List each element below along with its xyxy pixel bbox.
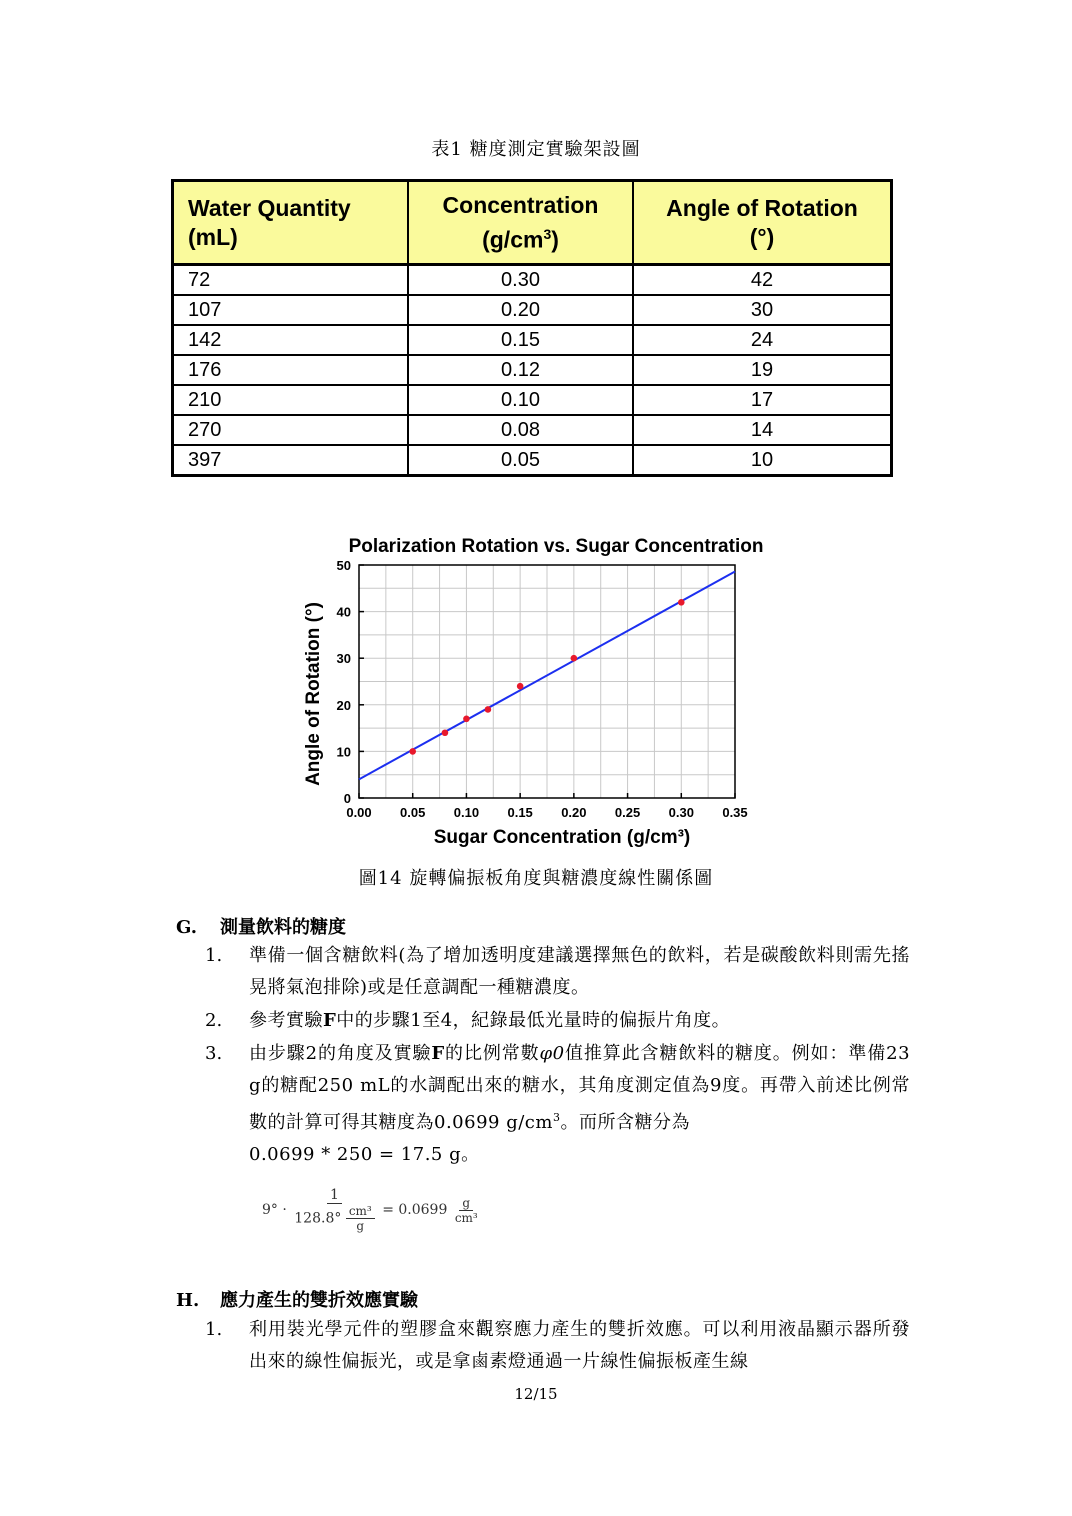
item-phi: φ0 (539, 1043, 565, 1064)
item-text-c: 中的步驟1至4，紀錄最低光量時的偏振片角度。 (336, 1010, 731, 1031)
table-cell: 24 (633, 325, 892, 355)
chart-ticks (337, 558, 748, 820)
list-item (205, 1038, 910, 1171)
x-tick-label: 0.00 (346, 805, 372, 820)
item-number: 1. (205, 945, 223, 966)
header-concentration-unit: (g/cm (482, 226, 544, 253)
formula-fraction (291, 1187, 377, 1233)
header-water-quantity-line1: Water Quantity (188, 194, 351, 221)
table-row (173, 355, 892, 385)
section-g-heading (176, 913, 346, 939)
item-text-d: 值推算此含糖飲料的糖度。例如：準備23 g的糖配250 mL的水調配出來的糖水，其角度測定值為9度。再帶入前述比例常數的計算可得其糖度為0.0699 g/cm (249, 1043, 911, 1133)
x-tick-label: 0.05 (400, 805, 426, 820)
y-tick-label: 20 (336, 697, 351, 713)
formula-result: = 0.0699 (382, 1202, 448, 1218)
item-text: 利用裝光學元件的塑膠盒來觀察應力產生的雙折效應。可以利用液晶顯示器所發出來的線性偏振光，或是拿鹵素燈通過一片線性偏振板產生線 (249, 1319, 910, 1372)
list-item (205, 1314, 910, 1378)
formula-den-unit (346, 1204, 375, 1233)
data-point (463, 715, 470, 722)
table-cell: 0.20 (408, 295, 633, 325)
item-text-c: 的比例常數 (444, 1043, 540, 1064)
chart-xlabel: Sugar Concentration (g/cm³) (433, 827, 691, 848)
item-line4: 0.0699 * 250 = 17.5 g。 (249, 1144, 480, 1165)
table-row (173, 385, 892, 415)
data-point (485, 706, 492, 713)
table-cell: 0.15 (408, 325, 633, 355)
chart-grid (359, 565, 735, 798)
item-sup: 3 (552, 1111, 561, 1124)
table-cell: 176 (173, 355, 409, 385)
formula-den-unit-bottom: g (356, 1219, 365, 1233)
table-cell: 72 (173, 264, 409, 295)
table-cell: 17 (633, 385, 892, 415)
list-item (205, 940, 910, 1004)
table-cell: 10 (633, 445, 892, 476)
figure-caption: 圖14 旋轉偏振板角度與糖濃度線性關係圖 (358, 868, 714, 889)
header-angle-unit: (°) (749, 223, 775, 250)
item-text: 準備一個含糖飲料(為了增加透明度建議選擇無色的飲料，若是碳酸飲料則需先搖晃將氣泡排除)或是任意調配一種糖濃度。 (249, 945, 910, 998)
chart-title: Polarization Rotation vs. Sugar Concentration (348, 536, 764, 557)
y-tick-label: 0 (343, 791, 351, 806)
header-concentration-close: ) (551, 226, 559, 253)
section-h-heading (176, 1286, 418, 1312)
header-water-quantity-line2: (mL) (188, 223, 238, 250)
header-angle (633, 181, 892, 265)
formula-result-unit-bottom: cm³ (454, 1210, 478, 1225)
table-cell: 270 (173, 415, 409, 445)
formula-denominator (291, 1204, 377, 1233)
table-cell: 210 (173, 385, 409, 415)
item-number: 1. (205, 1319, 223, 1340)
formula-den-unit-top: cm³ (346, 1204, 375, 1219)
y-tick-label: 40 (336, 604, 351, 620)
table-cell: 0.08 (408, 415, 633, 445)
formula-numerator: 1 (327, 1187, 342, 1204)
header-water-quantity (173, 181, 409, 265)
x-tick-label: 0.30 (668, 805, 694, 820)
table-cell: 19 (633, 355, 892, 385)
chart-ylabel: Angle of Rotation (°) (303, 602, 324, 786)
table-body (173, 264, 892, 475)
data-point (571, 655, 578, 662)
formula-result-unit (452, 1196, 481, 1225)
table-row (173, 325, 892, 355)
table-row (173, 415, 892, 445)
data-point (409, 748, 416, 755)
table-caption: 表1 糖度測定實驗架設圖 (431, 139, 641, 160)
table-cell: 30 (633, 295, 892, 325)
x-tick-label: 0.10 (453, 805, 480, 820)
data-point (442, 729, 449, 736)
header-concentration-line1: Concentration (442, 192, 599, 218)
table-cell: 0.10 (408, 385, 633, 415)
table-row (173, 295, 892, 325)
item-text-a: 參考實驗 (249, 1010, 323, 1031)
table-cell: 142 (173, 325, 409, 355)
formula-den-value: 128.8° (294, 1210, 342, 1227)
section-g-letter: G. (176, 917, 197, 938)
table-row (173, 445, 892, 476)
list-item (205, 1005, 910, 1037)
y-tick-label: 50 (336, 558, 351, 573)
table-row (173, 264, 892, 295)
item-text-e: 。而所含糖分為 (560, 1112, 690, 1133)
section-h-title: 應力產生的雙折效應實驗 (220, 1290, 418, 1311)
x-tick-label: 0.25 (614, 805, 641, 820)
table-cell: 14 (633, 415, 892, 445)
y-tick-label: 30 (336, 651, 351, 667)
table-cell: 42 (633, 264, 892, 295)
calculation-formula (262, 1187, 481, 1233)
x-tick-label: 0.15 (507, 805, 533, 820)
table-header-row (173, 181, 892, 265)
rotation-chart (296, 530, 766, 855)
page-number: 12/15 (514, 1385, 558, 1403)
item-number: 2. (205, 1010, 223, 1031)
data-table (171, 179, 893, 477)
table-cell: 0.05 (408, 445, 633, 476)
item-number: 3. (205, 1043, 223, 1064)
section-h-letter: H. (176, 1290, 200, 1311)
item-text (249, 1038, 910, 1171)
header-concentration-sup: 3 (543, 226, 552, 242)
data-point (517, 683, 524, 690)
data-point (678, 599, 685, 606)
item-text-bold: F (323, 1010, 337, 1031)
table-cell: 0.30 (408, 264, 633, 295)
formula-result-unit-top: g (459, 1196, 473, 1211)
x-tick-label: 0.20 (561, 805, 587, 820)
item-text-a: 由步驟2的角度及實驗 (249, 1043, 432, 1064)
table-cell: 107 (173, 295, 409, 325)
table-cell: 397 (173, 445, 409, 476)
header-angle-line1: Angle of Rotation (666, 194, 858, 221)
y-tick-label: 10 (336, 744, 351, 760)
item-text (249, 1005, 910, 1037)
formula-lead: 9° · (262, 1202, 287, 1218)
x-tick-label: 0.35 (722, 805, 748, 820)
table-cell: 0.12 (408, 355, 633, 385)
section-g-title: 測量飲料的糖度 (220, 917, 346, 938)
item-text-bold: F (431, 1043, 445, 1064)
header-concentration (408, 181, 633, 265)
